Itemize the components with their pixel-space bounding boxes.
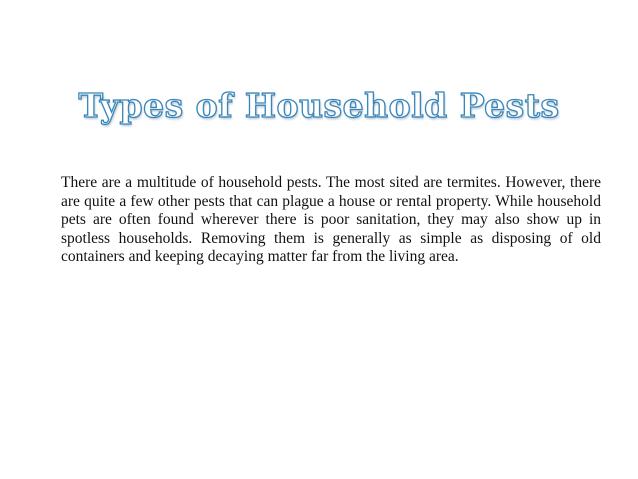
slide-body-paragraph: There are a multitude of household pests. The most sited are termites. However, there are quite a few other pests that can plague a house or rental property. While household pets are often found wherever there is poor sanitation, they may also show up in spotless households. Removing them is generally as simple as disposing of old containers and keeping decaying matter far from the living area. bbox=[61, 174, 601, 266]
slide-title: Types of Household Pests bbox=[78, 86, 560, 125]
